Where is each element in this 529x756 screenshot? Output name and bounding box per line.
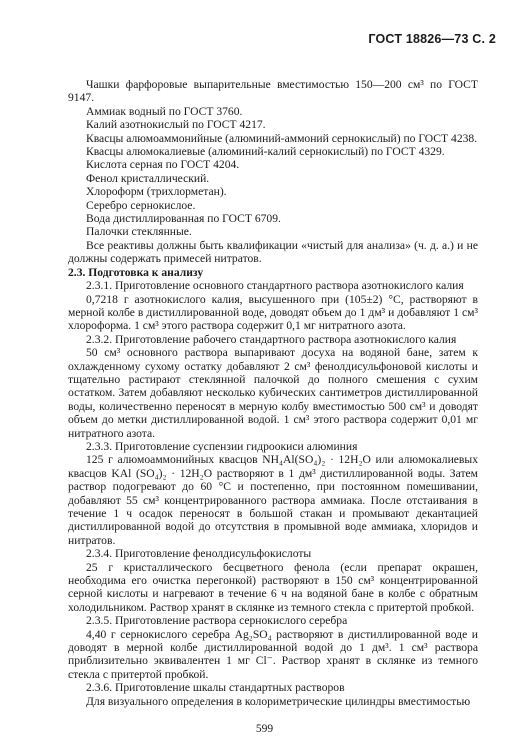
- paragraph: Квасцы алюмоаммонийные (алюминий-аммоний сернокислый) по ГОСТ 4238.: [86, 131, 478, 145]
- paragraph: 50 см³ основного раствора выпаривают досуха на водяной бане, затем к охлажденному сухому остатку добавляют 2 см³ фенолдисульфоновой кислоты и тщательно растирают стеклянной палочкой до полного смешения с сухим остатком. Затем добавляют несколько кубических сантиметров дистиллированной воды, количественно переносят в мерную колбу вместимостью 500 см³ и доводят объем до метки дистиллированной водой. 1 см³ этого раствора содержит 0,01 мг нитратного азота.: [68, 346, 478, 440]
- paragraph: 25 г кристаллического бесцветного фенола (если препарат окрашен, необходима его очистка перегонкой) растворяют в 150 см³ концентрированной серной кислоты и нагревают в течение 6 ч на водяной бане в колбе с обратным холодильником. Раствор хранят в склянке из темного стекла с притертой пробкой.: [68, 560, 478, 614]
- paragraph: 4,40 г сернокислого серебра Ag₂SO₄ растворяют в дистиллированной воде и доводят в мерной колбе дистиллированной водой до 1 дм³. 1 см³ раствора приблизительно эквивалентен 1 мг Cl⁻. Раствор хранят в склянке из темного стекла с притертой пробкой.: [68, 627, 478, 681]
- paragraph: 2.3.3. Приготовление суспензии гидроокиси алюминия: [86, 439, 358, 453]
- paragraph: Чашки фарфоровые выпарительные вместимостью 150—200 см³ по ГОСТ 9147.: [68, 78, 478, 105]
- paragraph: 0,7218 г азотнокислого калия, высушенного при (105±2) °С, растворяют в мерной колбе в дистиллированной воде, доводят объем до 1 дм³ и добавляют 1 см³ хлороформа. 1 см³ этого раствора содержит 0,1 мг нитратного азота.: [68, 292, 478, 333]
- paragraph: Вода дистиллированная по ГОСТ 6709.: [86, 212, 281, 226]
- paragraph: Палочки стеклянные.: [86, 225, 192, 239]
- paragraph: Калий азотнокислый по ГОСТ 4217.: [86, 118, 266, 132]
- document-body: [68, 78, 478, 708]
- paragraph: Все реактивы должны быть квалификации «чистый для анализа» (ч. д. а.) и не должны содержать примесей нитратов.: [68, 238, 478, 266]
- paragraph: 2.3.6. Приготовление шкалы стандартных растворов: [86, 681, 345, 695]
- page-number: 599: [255, 723, 274, 735]
- section-heading: 2.3. Подготовка к анализу: [68, 265, 204, 279]
- paragraph: 2.3.1. Приготовление основного стандартного раствора азотнокислого калия: [86, 279, 464, 293]
- paragraph: 2.3.5. Приготовление раствора сернокислого серебра: [86, 614, 348, 628]
- paragraph: Кислота серная по ГОСТ 4204.: [86, 158, 240, 172]
- paragraph: 125 г алюмоаммонийных квасцов NH₄Al(SO₄)₂ · 12H₂O или алюмокалиевых квасцов KAl (SO₄)₂ · 12H₂O растворяют в 1 дм³ дистиллированной воды. Затем раствор подогревают до 60 °С и постепенно, при постоянном помешивании, добавляют 55 см³ концентрированного раствора аммиака. После отстаивания в течение 1 ч осадок переносят в большой стакан и промывают декантацией дистиллированной водой до отсутствия в промывной воде аммиака, хлоридов и нитратов.: [68, 453, 478, 547]
- paragraph: 2.3.4. Приготовление фенолдисульфокислоты: [86, 547, 312, 561]
- paragraph: Для визуального определения в колориметрические цилиндры вместимостью: [86, 694, 471, 708]
- paragraph: 2.3.2. Приготовление рабочего стандартного раствора азотнокислого калия: [86, 332, 457, 346]
- page-header: ГОСТ 18826—73 С. 2: [368, 32, 496, 46]
- paragraph: Квасцы алюмокалиевые (алюминий-калий сернокислый) по ГОСТ 4329.: [86, 145, 445, 159]
- paragraph: Аммиак водный по ГОСТ 3760.: [86, 104, 243, 118]
- paragraph: Серебро сернокислое.: [86, 198, 196, 212]
- paragraph: Хлороформ (трихлорметан).: [86, 185, 227, 199]
- paragraph: Фенол кристаллический.: [86, 171, 210, 185]
